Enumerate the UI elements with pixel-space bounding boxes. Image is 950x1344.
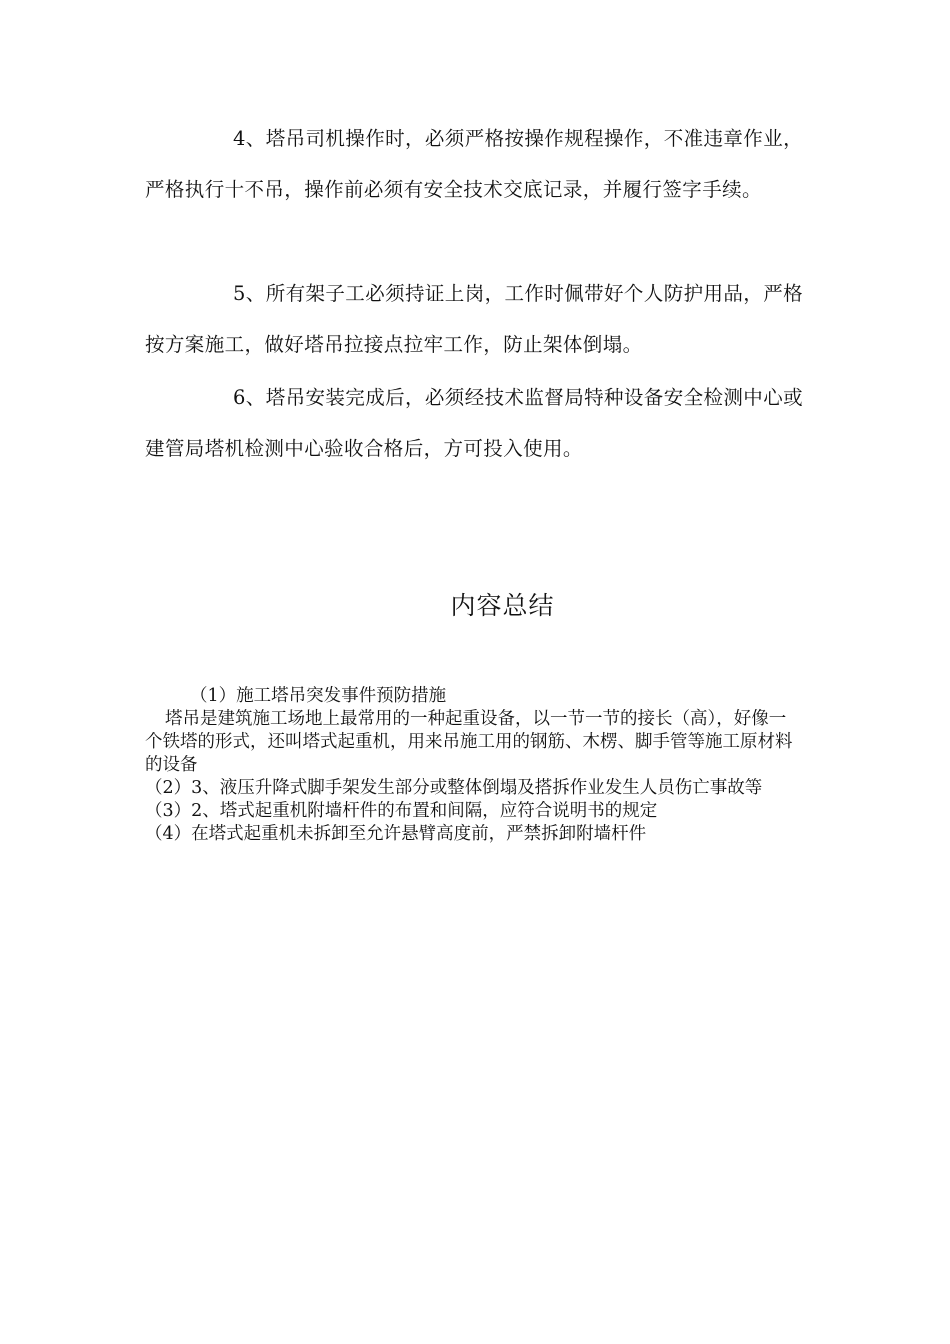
summary-line-2 — [145, 708, 795, 777]
summary-section — [145, 685, 795, 846]
paragraph-6-text: 6、塔吊安装完成后，必须经技术监督局特种设备安全检测中心或建管局塔机检测中心验收合格后，方可投入使用。 — [145, 386, 804, 460]
summary-line-4: （3）2、塔式起重机附墙杆件的布置和间隔，应符合说明书的规定 — [145, 801, 658, 821]
paragraph-6 — [145, 372, 810, 474]
summary-line-2-text: 塔吊是建筑施工场地上最常用的一种起重设备，以一节一节的接长（高），好像一个铁塔的形式，还叫塔式起重机，用来吊施工用的钢筋、木楞、脚手管等施工原材料的设备 — [145, 709, 793, 775]
summary-title: 内容总结 — [450, 591, 555, 620]
paragraph-4-text: 4、塔吊司机操作时，必须严格按操作规程操作，不准违章作业，严格执行十不吊，操作前必须有安全技术交底记录，并履行签字手续。 — [145, 127, 804, 201]
summary-line-3: （2）3、液压升降式脚手架发生部分或整体倒塌及搭拆作业发生人员伤亡事故等 — [145, 778, 763, 798]
summary-line-1: （1）施工塔吊突发事件预防措施 — [190, 686, 447, 706]
paragraph-5 — [145, 268, 810, 370]
summary-line-5: （4）在塔式起重机未拆卸至允许悬臂高度前，严禁拆卸附墙杆件 — [145, 824, 647, 844]
paragraph-4 — [145, 113, 810, 215]
paragraph-5-text: 5、所有架子工必须持证上岗，工作时佩带好个人防护用品，严格按方案施工，做好塔吊拉接点拉牢工作，防止架体倒塌。 — [145, 282, 804, 356]
